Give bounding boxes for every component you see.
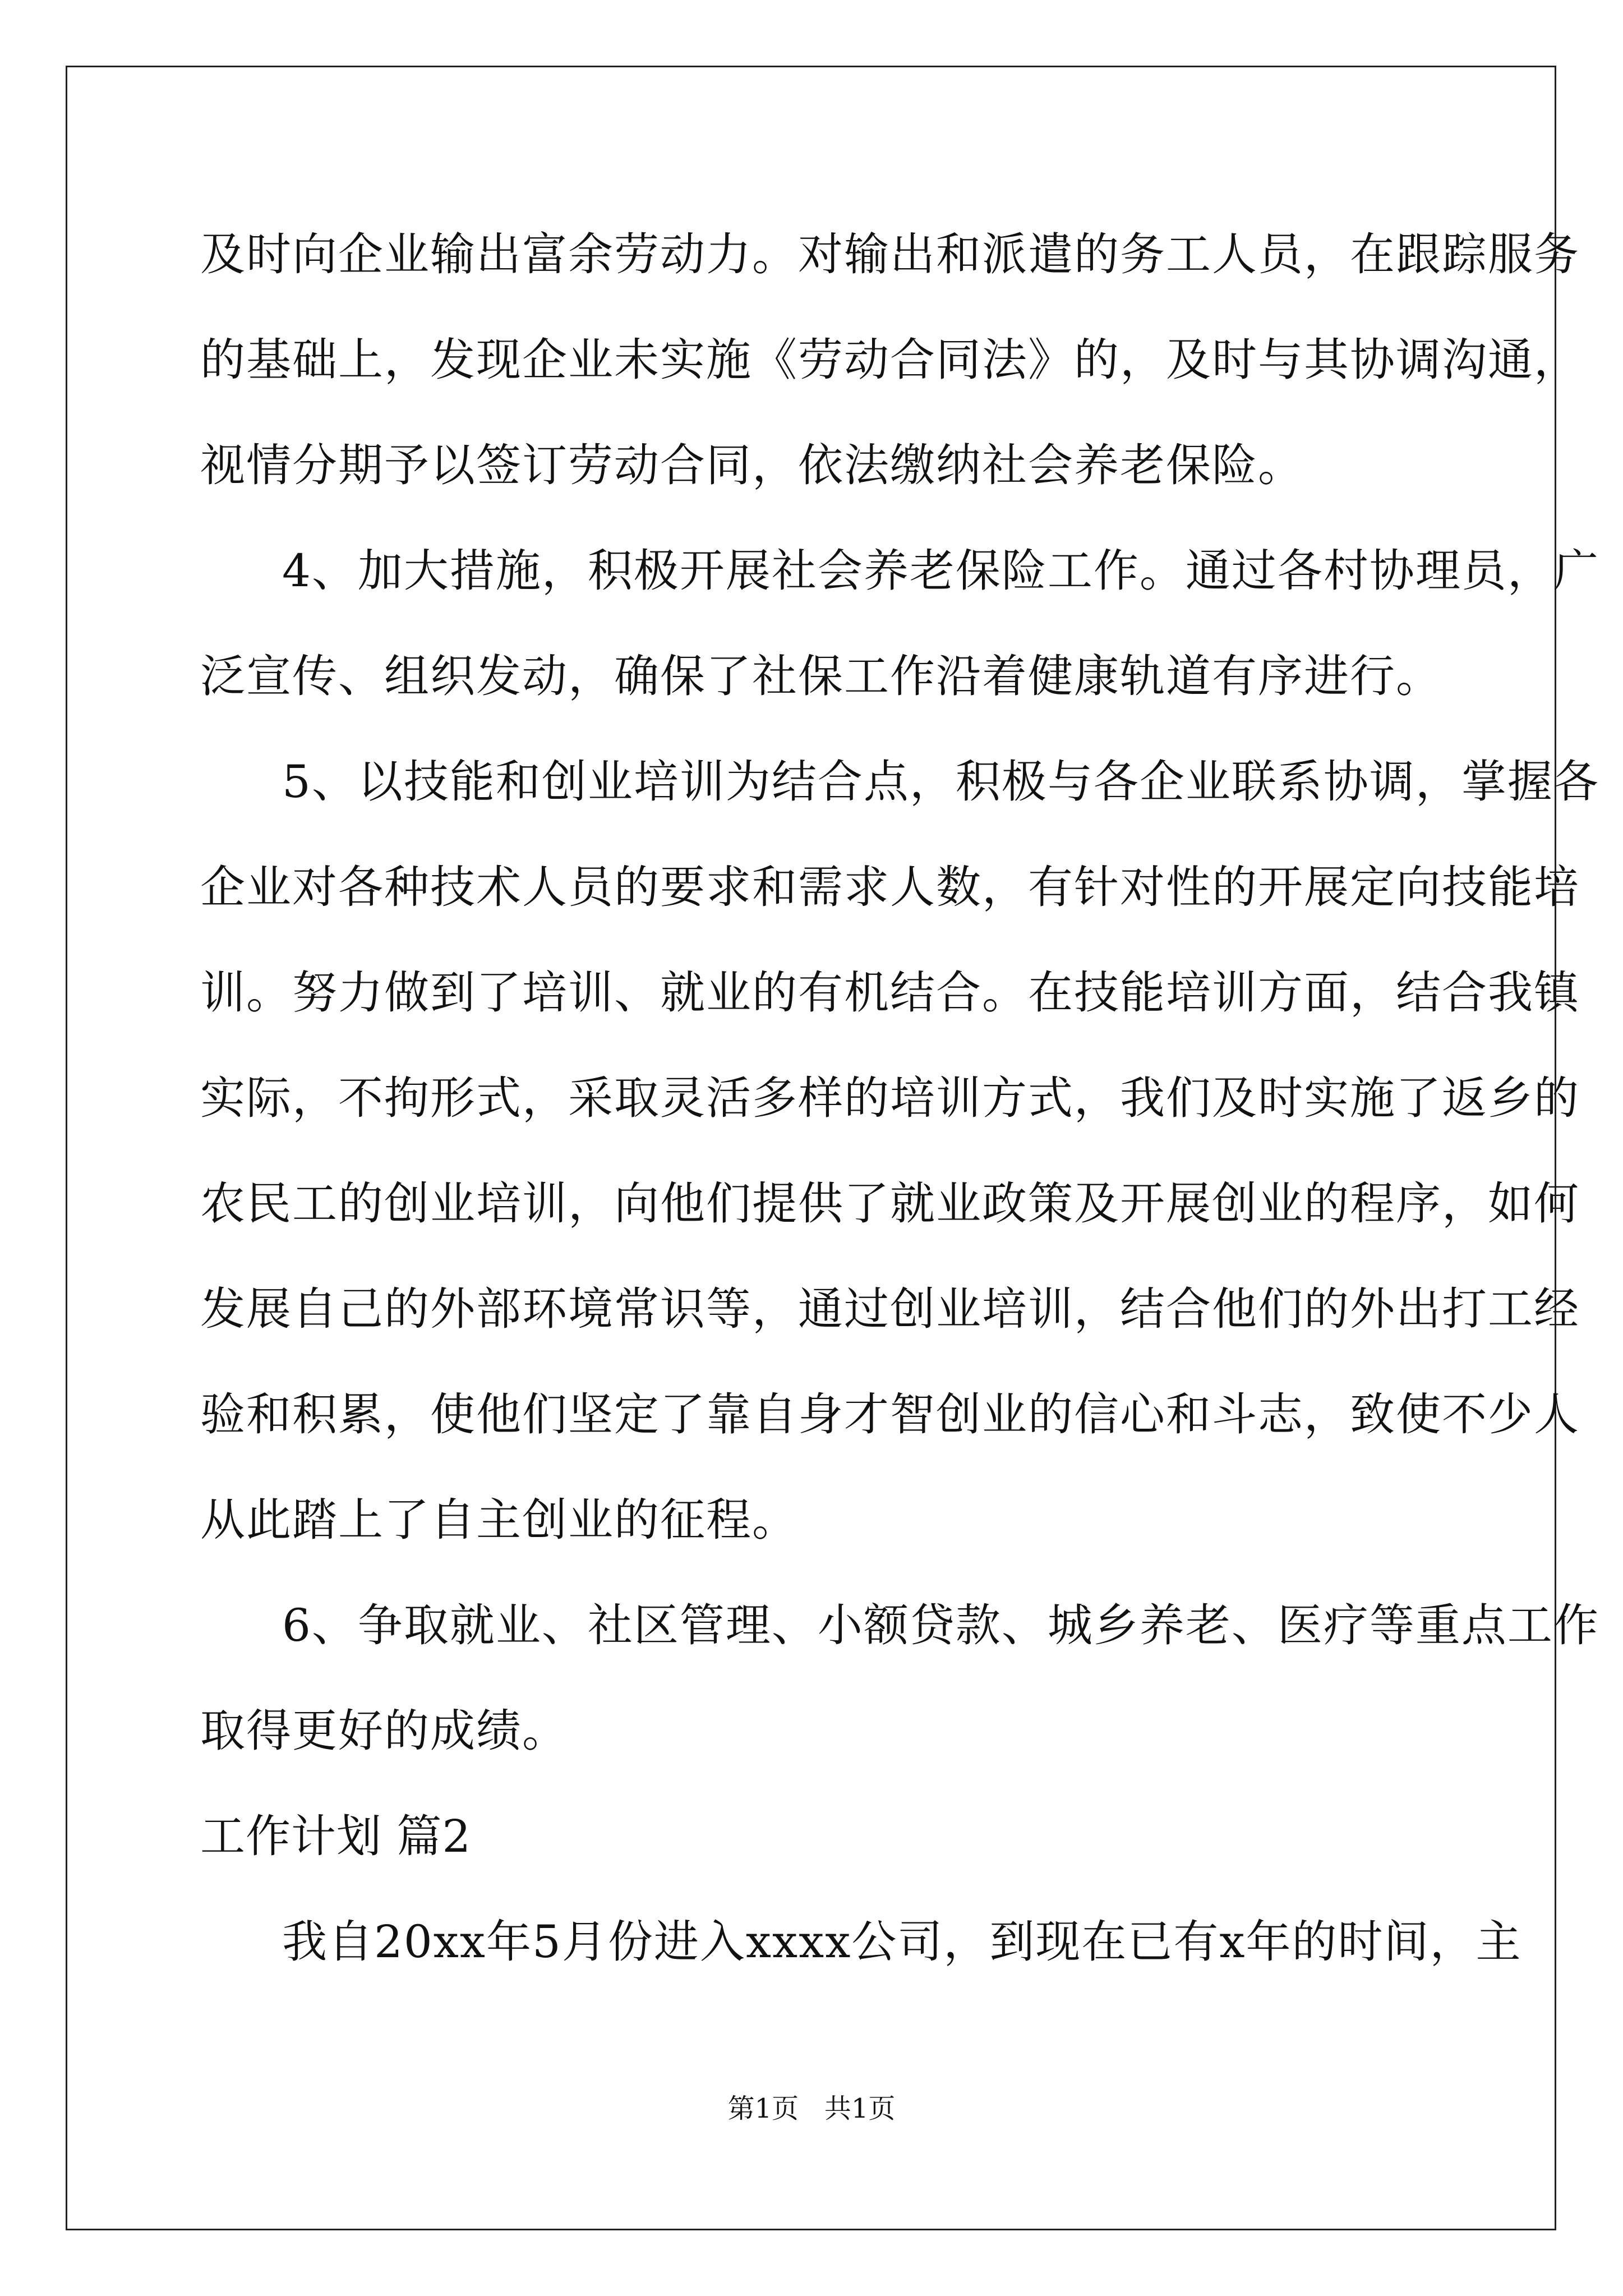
text-line: 4、加大措施，积极开展社会养老保险工作。通过各村协理员，广	[282, 545, 1599, 597]
text-line: 泛宣传、组织发动，确保了社保工作沿着健康轨道有序进行。	[200, 650, 1442, 702]
text-line: 及时向企业输出富余劳动力。对输出和派遣的务工人员，在跟踪服务	[200, 228, 1580, 280]
text-line: 我自20xx年5月份进入xxxx公司，到现在已有x年的时间，主	[282, 1916, 1522, 1968]
text-line: 的基础上，发现企业未实施《劳动合同法》的，及时与其协调沟通，	[200, 334, 1580, 386]
text-line: 取得更好的成绩。	[200, 1705, 568, 1757]
text-line: 企业对各种技术人员的要求和需求人数，有针对性的开展定向技能培	[200, 861, 1580, 913]
text-line: 5、以技能和创业培训为结合点，积极与各企业联系协调，掌握各	[282, 756, 1599, 808]
section-heading: 工作计划 篇2	[200, 1810, 472, 1862]
text-line: 实际，不拘形式，采取灵活多样的培训方式，我们及时实施了返乡的	[200, 1072, 1580, 1124]
text-line: 训。努力做到了培训、就业的有机结合。在技能培训方面，结合我镇	[200, 967, 1580, 1019]
text-line: 验和积累，使他们坚定了靠自身才智创业的信心和斗志，致使不少人	[200, 1388, 1580, 1441]
text-line: 发展自己的外部环境常识等，通过创业培训，结合他们的外出打工经	[200, 1283, 1580, 1335]
page-number-footer: 第1页 共1页	[727, 2093, 896, 2124]
text-line: 6、争取就业、社区管理、小额贷款、城乡养老、医疗等重点工作	[282, 1599, 1599, 1651]
text-line: 视情分期予以签订劳动合同，依法缴纳社会养老保险。	[200, 439, 1304, 491]
document-body	[200, 202, 1599, 1995]
text-line: 从此踏上了自主创业的征程。	[200, 1494, 798, 1546]
text-line: 农民工的创业培训，向他们提供了就业政策及开展创业的程序，如何	[200, 1177, 1580, 1230]
